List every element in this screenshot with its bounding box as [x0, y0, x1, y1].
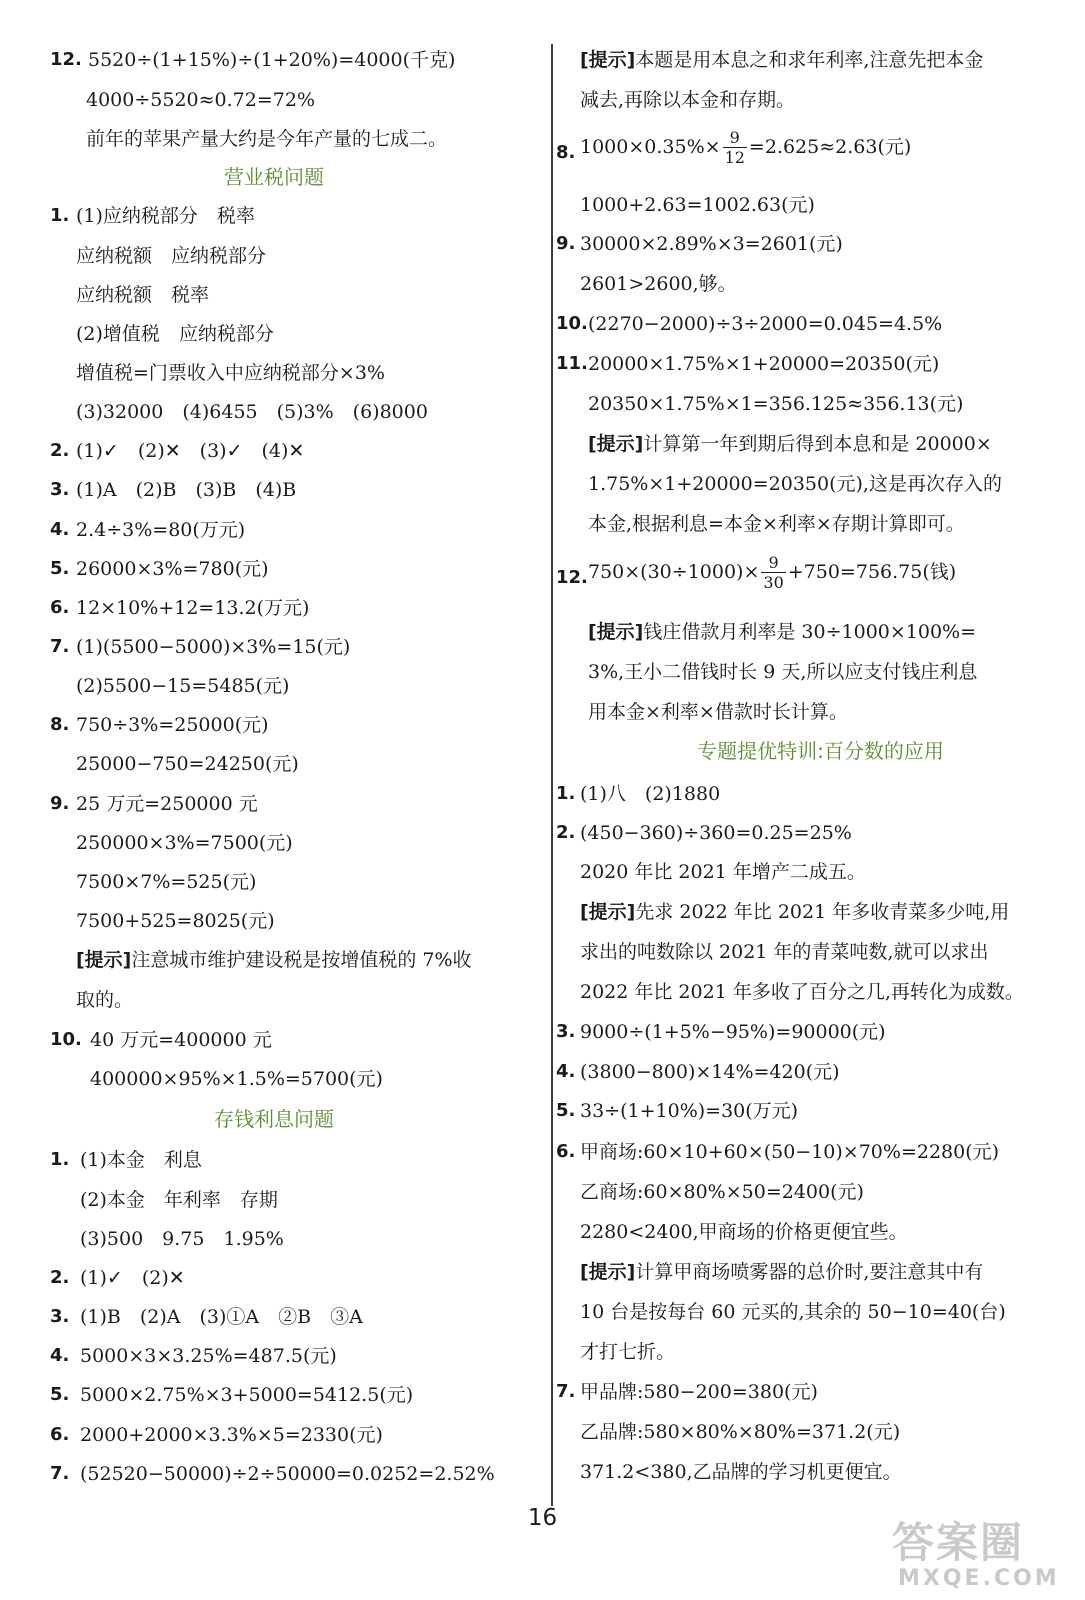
- answer-line: [580, 130, 911, 166]
- answer-line: 1000+2.63=1002.63(元): [580, 194, 815, 216]
- answer-line: 33÷(1+10%)=30(万元): [580, 1100, 799, 1122]
- answer-line: 2000+2000×3.3%×5=2330(元): [80, 1424, 383, 1446]
- answer-line: 甲品牌:580−200=380(元): [580, 1381, 818, 1403]
- page-number: 16: [527, 1505, 558, 1531]
- hint-line: 3%,王小二借钱时长 9 天,所以应支付钱庄利息: [588, 661, 978, 683]
- answer-line: (1)(5500−5000)×3%=15(元): [76, 636, 351, 658]
- answer-line: 应纳税额 税率: [76, 284, 210, 306]
- hint-label: [提示]: [580, 1261, 636, 1283]
- answer-line: (1)B (2)A (3)①A ②B ③A: [80, 1306, 363, 1328]
- answer-line: 2020 年比 2021 年增产二成五。: [580, 861, 866, 883]
- answer-line: 400000×95%×1.5%=5700(元): [90, 1068, 383, 1090]
- answer-line: 2601>2600,够。: [580, 273, 737, 295]
- answer-line: 5520÷(1+15%)÷(1+20%)=4000(千克): [88, 49, 456, 71]
- question-number: 12.: [50, 49, 82, 70]
- hint-text: 钱庄借款月利率是 30÷1000×100%=: [643, 621, 977, 643]
- answer-line: 7500+525=8025(元): [76, 910, 275, 932]
- question-number: 3.: [556, 1021, 576, 1042]
- question-number: 6.: [50, 1424, 70, 1445]
- question-number: 4.: [50, 1345, 70, 1366]
- answer-line: 371.2<380,乙品牌的学习机更便宜。: [580, 1461, 902, 1483]
- expr-part: 1000×0.35%×: [580, 136, 721, 158]
- question-number: 2.: [50, 1267, 70, 1288]
- question-number: 8.: [50, 714, 70, 735]
- answer-line: 应纳税额 应纳税部分: [76, 245, 267, 267]
- answer-line: 26000×3%=780(元): [76, 558, 269, 580]
- question-number: 6.: [556, 1141, 576, 1162]
- question-number: 4.: [50, 519, 70, 540]
- question-number: 7.: [50, 1463, 70, 1484]
- answer-line: 25000−750=24250(元): [76, 753, 299, 775]
- hint-line: [580, 902, 1009, 924]
- question-number: 7.: [50, 636, 70, 657]
- hint-line: [580, 1262, 983, 1284]
- answer-line: (1)本金 利息: [80, 1149, 202, 1171]
- answer-line: (2)5500−15=5485(元): [76, 675, 290, 697]
- answer-line: (1)✓ (2)✕: [80, 1267, 185, 1289]
- hint-line: 用本金×利率×借款时长计算。: [588, 701, 848, 723]
- answer-line: 5000×2.75%×3+5000=5412.5(元): [80, 1384, 414, 1406]
- answer-line: 40 万元=400000 元: [90, 1029, 272, 1051]
- hint-line: 1.75%×1+20000=20350(元),这是再次存入的: [588, 473, 1002, 495]
- question-number: 4.: [556, 1061, 576, 1082]
- answer-line: 12×10%+12=13.2(万元): [76, 597, 310, 619]
- expr-part: 750×(30÷1000)×: [588, 561, 760, 583]
- answer-line: (1)应纳税部分 税率: [76, 205, 255, 227]
- answer-line: 9000÷(1+5%−95%)=90000(元): [580, 1021, 886, 1043]
- answer-line: 甲商场:60×10+60×(50−10)×70%=2280(元): [580, 1141, 1000, 1163]
- watermark-url-text: MXQE.COM: [898, 1566, 1060, 1591]
- answer-line: 乙品牌:580×80%×80%=371.2(元): [580, 1421, 901, 1443]
- question-number: 8.: [556, 142, 576, 163]
- answer-line: 750÷3%=25000(元): [76, 714, 269, 736]
- question-number: 5.: [556, 1100, 576, 1121]
- watermark-logo-text: 答案圈: [892, 1518, 1025, 1567]
- answer-line: (2)增值税 应纳税部分: [76, 323, 274, 345]
- question-number: 10.: [556, 313, 588, 334]
- hint-text: 本题是用本息之和求年利率,注意先把本金: [635, 49, 984, 71]
- hint-label: [提示]: [580, 901, 636, 923]
- section-heading: 营业税问题: [224, 165, 324, 189]
- answer-line: 增值税=门票收入中应纳税部分×3%: [76, 362, 385, 384]
- answer-line: (1)✓ (2)✕ (3)✓ (4)✕: [76, 440, 305, 462]
- fraction-denominator: 12: [724, 148, 745, 167]
- question-number: 11.: [556, 353, 588, 374]
- answer-line: 乙商场:60×80%×50=2400(元): [580, 1181, 864, 1203]
- question-number: 10.: [50, 1029, 82, 1050]
- answer-line: 前年的苹果产量大约是今年产量的七成二。: [86, 128, 448, 150]
- answer-line: 250000×3%=7500(元): [76, 832, 293, 854]
- fraction-denominator: 30: [763, 573, 784, 592]
- hint-text: 先求 2022 年比 2021 年多收青菜多少吨,用: [635, 901, 1010, 923]
- hint-line: [76, 950, 472, 972]
- answer-line: (52520−50000)÷2÷50000=0.0252=2.52%: [80, 1463, 495, 1485]
- fraction: [723, 130, 747, 166]
- question-number: 2.: [50, 440, 70, 461]
- answer-line: 5000×3×3.25%=487.5(元): [80, 1345, 337, 1367]
- column-divider: [551, 44, 553, 1506]
- watermark-logo: [876, 1510, 1076, 1592]
- question-number: 3.: [50, 479, 70, 500]
- fraction: [761, 555, 785, 591]
- hint-line: 求出的吨数除以 2021 年的青菜吨数,就可以求出: [580, 941, 989, 963]
- answer-line: (3800−800)×14%=420(元): [580, 1061, 840, 1083]
- hint-line: 取的。: [76, 989, 134, 1011]
- expr-part: =2.625≈2.63(元): [748, 136, 912, 158]
- hint-text: 计算第一年到期后得到本息和是 20000×: [643, 433, 992, 455]
- answer-line: (1)A (2)B (3)B (4)B: [76, 479, 297, 501]
- hint-text: 计算甲商场喷雾器的总价时,要注意其中有: [635, 1261, 984, 1283]
- hint-line: 本金,根据利息=本金×利率×存期计算即可。: [588, 513, 965, 535]
- answer-line: 20000×1.75%×1+20000=20350(元): [588, 353, 940, 375]
- answer-line: (3)500 9.75 1.95%: [80, 1228, 284, 1250]
- hint-text: 注意城市维护建设税是按增值税的 7%收: [131, 949, 472, 971]
- hint-line: [588, 622, 976, 644]
- answer-line: 30000×2.89%×3=2601(元): [580, 233, 843, 255]
- answer-line: (3)32000 (4)6455 (5)3% (6)8000: [76, 401, 428, 423]
- expr-part: +750=756.75(钱): [787, 561, 957, 583]
- question-number: 1.: [50, 1149, 70, 1170]
- answer-line: (2)本金 年利率 存期: [80, 1189, 278, 1211]
- answer-line: 25 万元=250000 元: [76, 793, 258, 815]
- hint-line: 才打七折。: [580, 1341, 676, 1363]
- answer-line: 4000÷5520≈0.72=72%: [86, 89, 316, 111]
- hint-label: [提示]: [588, 433, 644, 455]
- question-number: 5.: [50, 1384, 70, 1405]
- answer-line: (2270−2000)÷3÷2000=0.045=4.5%: [588, 313, 943, 335]
- answer-line: (1)八 (2)1880: [580, 783, 721, 805]
- answer-line: (450−360)÷360=0.25=25%: [580, 822, 852, 844]
- question-number: 1.: [50, 205, 70, 226]
- answer-line: 2280<2400,甲商场的价格更便宜些。: [580, 1221, 908, 1243]
- answer-line: 20350×1.75%×1=356.125≈356.13(元): [588, 393, 964, 415]
- question-number: 9.: [50, 793, 70, 814]
- question-number: 5.: [50, 558, 70, 579]
- hint-label: [提示]: [76, 949, 132, 971]
- question-number: 7.: [556, 1381, 576, 1402]
- answer-line: [588, 555, 956, 591]
- hint-label: [提示]: [580, 49, 636, 71]
- answer-line: 7500×7%=525(元): [76, 871, 257, 893]
- hint-line: [580, 50, 983, 72]
- question-number: 3.: [50, 1306, 70, 1327]
- question-number: 9.: [556, 233, 576, 254]
- answer-line: 2.4÷3%=80(万元): [76, 519, 246, 541]
- hint-line: 减去,再除以本金和存期。: [580, 89, 796, 111]
- hint-line: 2022 年比 2021 年多收了百分之几,再转化为成数。: [580, 981, 1024, 1003]
- question-number: 12.: [556, 567, 588, 588]
- section-heading: 存钱利息问题: [214, 1107, 334, 1131]
- hint-label: [提示]: [588, 621, 644, 643]
- hint-line: 10 台是按每台 60 元买的,其余的 50−10=40(台): [580, 1301, 1006, 1323]
- question-number: 2.: [556, 822, 576, 843]
- question-number: 6.: [50, 597, 70, 618]
- fraction-numerator: 9: [723, 130, 747, 148]
- question-number: 1.: [556, 783, 576, 804]
- hint-line: [588, 434, 992, 456]
- fraction-numerator: 9: [761, 555, 785, 573]
- section-heading: 专题提优特训:百分数的应用: [697, 739, 944, 763]
